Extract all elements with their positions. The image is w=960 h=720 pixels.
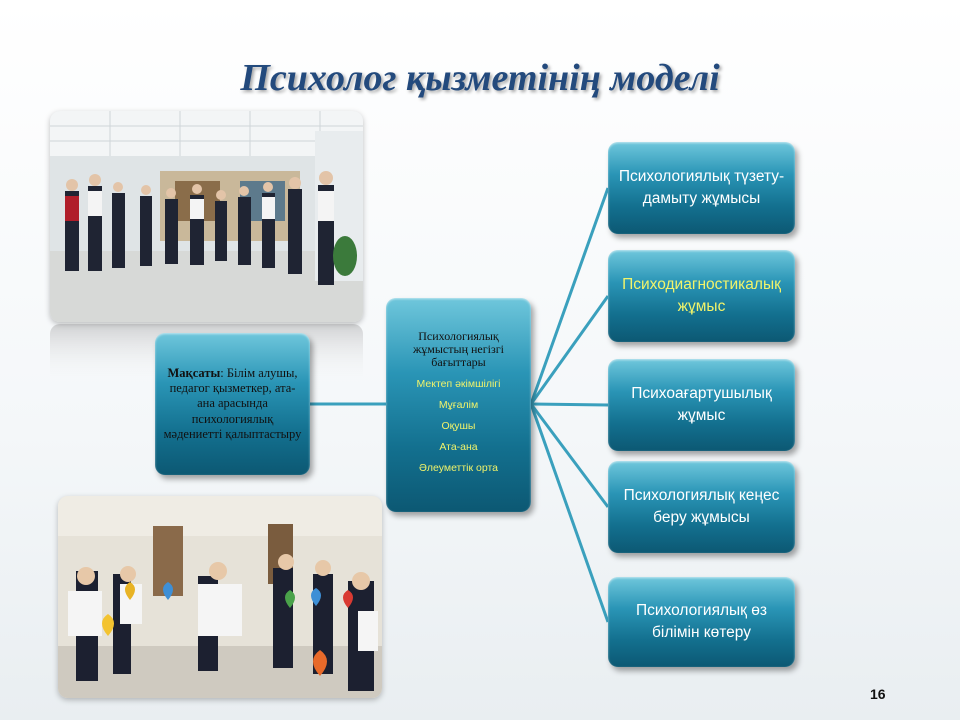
direction-label: Психологиялық түзету-дамыту жұмысы (618, 167, 785, 207)
direction-label: Психологиялық өз білімін көтеру (636, 601, 767, 641)
goal-description: : Білім алушы, педагог қызметкер, ата-ана арасында психологиялық мәдениетті қалыптастыру (163, 365, 302, 441)
group-photo-top (50, 111, 363, 322)
goal-text (163, 366, 302, 442)
group-photo-bottom (58, 496, 382, 698)
connector-4 (531, 404, 608, 507)
target-item-administration: Мектеп әкімшілігі (416, 378, 501, 391)
connector-5 (531, 404, 608, 622)
goal-box (155, 333, 310, 475)
target-item-teacher: Мұғалім (438, 399, 479, 412)
connector-3 (531, 404, 608, 405)
direction-label: Психоағартушылық жұмыс (631, 384, 772, 424)
main-directions-heading: Психологиялық жұмыстың негізгі бағыттары (412, 328, 504, 370)
connector-1 (531, 188, 608, 404)
direction-label: Психодиагностикалық жұмыс (622, 275, 781, 315)
direction-self-education (608, 577, 795, 667)
direction-label: Психологиялық кеңес беру жұмысы (623, 486, 780, 526)
goal-label: Мақсаты (167, 365, 221, 380)
page-number: 16 (870, 686, 886, 702)
target-item-social-environment: Әлеуметтік орта (418, 462, 499, 475)
target-item-parent: Ата-ана (439, 441, 478, 454)
main-directions-box (386, 298, 531, 512)
direction-diagnostics (608, 250, 795, 342)
slide-title: Психолог қызметінің моделі (240, 57, 720, 99)
target-item-student: Оқушы (441, 420, 476, 433)
direction-education (608, 359, 795, 451)
direction-correction-development (608, 142, 795, 234)
connector-2 (531, 296, 608, 404)
direction-counseling (608, 461, 795, 553)
